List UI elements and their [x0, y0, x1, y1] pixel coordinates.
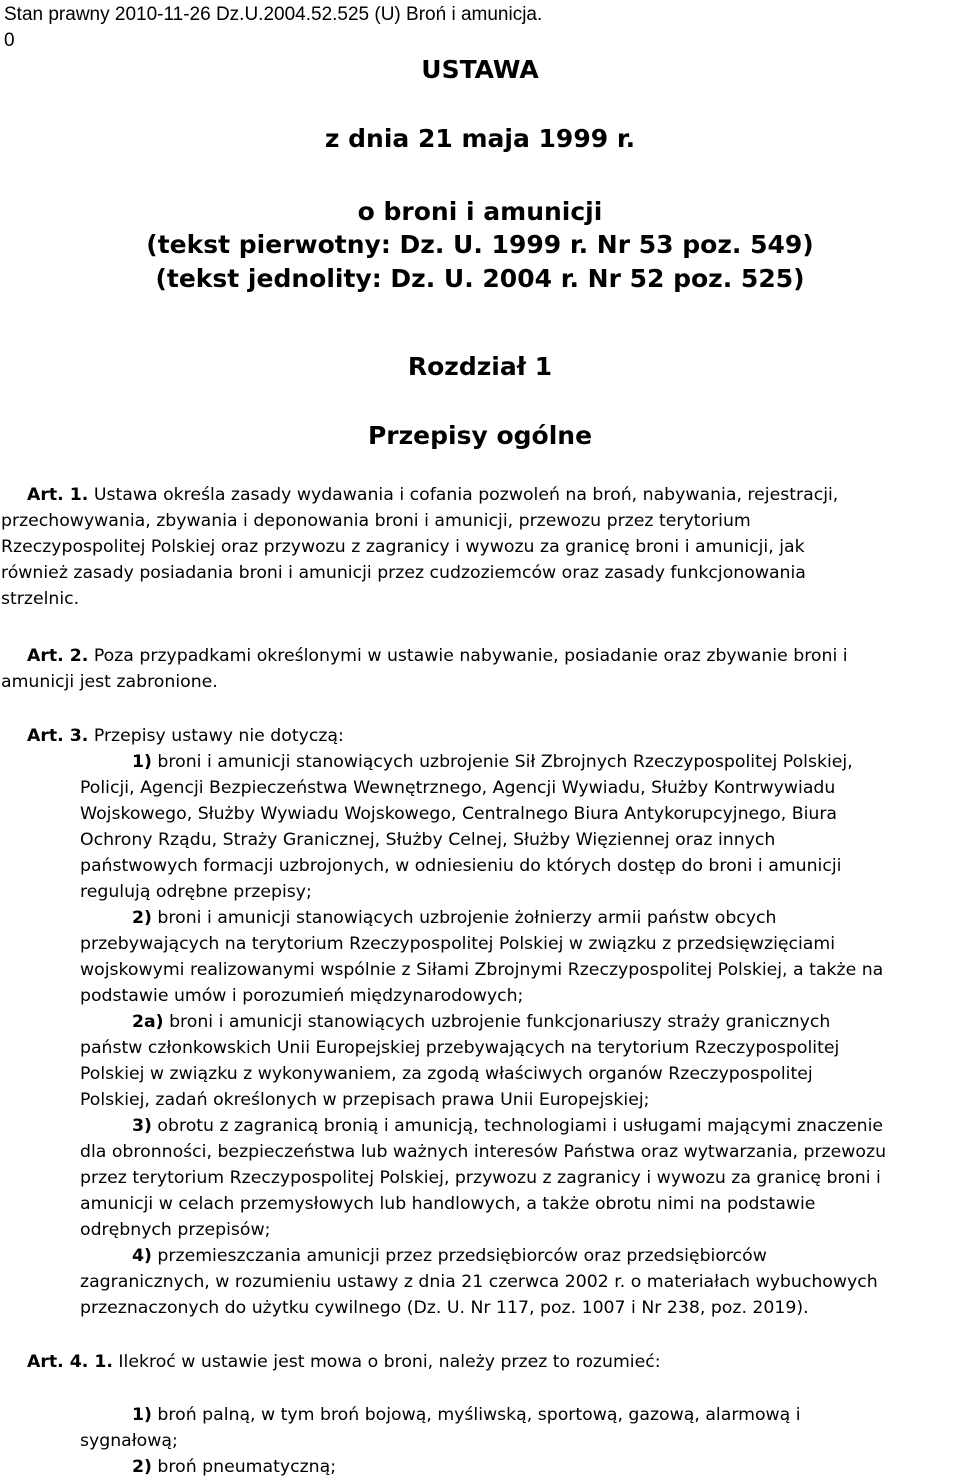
article-3-item-number: 2) — [132, 908, 152, 928]
article-1-text-line: Ustawa określa zasady wydawania i cofania pozwoleń na broń, nabywania, rejestracji, — [88, 485, 839, 505]
article-3-item-number: 2a) — [132, 1012, 164, 1032]
chapter-name: Przepisy ogólne — [367, 421, 593, 450]
article-1-text-line: Rzeczypospolitej Polskiej oraz przywozu z zagranicy i wywozu za granicę broni i amunicji, jak — [1, 537, 805, 557]
article-4-item-line: broń pneumatyczną; — [151, 1457, 337, 1477]
article-3-item-line: broni i amunicji stanowiących uzbrojenie żołnierzy armii państw obcych — [151, 908, 777, 928]
article-3-item-line: Polskiej w związku z wykonywaniem, za zgodą właściwych organów Rzeczypospolitej — [80, 1064, 813, 1084]
article-3-item-line: przemieszczania amunicji przez przedsiębiorców oraz przedsiębiorców — [151, 1246, 767, 1266]
article-3-item-line: Polskiej, zadań określonych w przepisach prawa Unii Europejskiej; — [80, 1090, 650, 1110]
article-3-item-line: państw członkowskich Unii Europejskiej przebywających na terytorium Rzeczypospolitej — [80, 1038, 840, 1058]
article-4-item-number: 2) — [132, 1457, 152, 1477]
article-3-item-number: 3) — [132, 1116, 152, 1136]
article-3-item-line: podstawie umów i porozumień międzynarodowych; — [80, 986, 524, 1006]
article-3-item-line: amunicji w celach przemysłowych lub handlowych, a także obrotu nimi na podstawie — [80, 1194, 816, 1214]
act-type-title: USTAWA — [421, 55, 539, 84]
article-3 — [0, 723, 960, 1321]
article-4-label: Art. 4. 1. — [27, 1352, 113, 1372]
article-1-label: Art. 1. — [27, 485, 89, 505]
article-3-item-line: broni i amunicji stanowiących uzbrojenie Sił Zbrojnych Rzeczypospolitej Polskiej, — [151, 752, 853, 772]
article-4 — [0, 1349, 960, 1375]
article-3-item-line: dla obronności, bezpieczeństwa lub ważnych interesów Państwa oraz wytwarzania, przewozu — [80, 1142, 887, 1162]
article-3-item-line: odrębnych przepisów; — [80, 1220, 271, 1240]
article-2-text-line: amunicji jest zabronione. — [1, 672, 218, 692]
article-2-label: Art. 2. — [27, 646, 89, 666]
article-3-item-line: zagranicznych, w rozumieniu ustawy z dnia 21 czerwca 2002 r. o materiałach wybuchowych — [80, 1272, 878, 1292]
legal-status-header — [4, 2, 542, 54]
article-3-item-line: przeznaczonych do użytku cywilnego (Dz. U. Nr 117, poz. 1007 i Nr 238, poz. 2019). — [80, 1298, 809, 1318]
article-1-text-line: również zasady posiadania broni i amunicji przez cudzoziemców oraz zasady funkcjonowania — [1, 563, 806, 583]
article-1-text-line: strzelnic. — [1, 589, 80, 609]
article-3-intro: Przepisy ustawy nie dotyczą: — [88, 726, 344, 746]
article-4-intro: Ilekroć w ustawie jest mowa o broni, należy przez to rozumieć: — [112, 1352, 661, 1372]
article-1 — [0, 482, 960, 612]
consolidated-text-reference: (tekst jednolity: Dz. U. 2004 r. Nr 52 poz. 525) — [155, 264, 805, 293]
legal-status-line: Stan prawny 2010-11-26 Dz.U.2004.52.525 (U) Broń i amunicja. — [4, 4, 543, 25]
article-4-item-number: 1) — [132, 1405, 152, 1425]
article-3-item-line: regulują odrębne przepisy; — [80, 882, 312, 902]
article-3-item-line: Policji, Agencji Bezpieczeństwa Wewnętrznego, Agencji Wywiadu, Służby Kontrwywiadu — [80, 778, 836, 798]
article-4-item-line: broń palną, w tym broń bojową, myśliwską, sportową, gazową, alarmową i — [151, 1405, 801, 1425]
chapter-number: Rozdział 1 — [407, 352, 553, 381]
article-3-item-number: 1) — [132, 752, 152, 772]
article-3-item-line: przebywających na terytorium Rzeczypospolitej Polskiej w związku z przedsięwzięciami — [80, 934, 836, 954]
article-3-item-line: Ochrony Rządu, Straży Granicznej, Służby Celnej, Służby Więziennej oraz innych — [80, 830, 776, 850]
article-3-item-line: obrotu z zagranicą bronią i amunicją, technologiami i usługami mającymi znaczenie — [151, 1116, 884, 1136]
page-marker: 0 — [4, 30, 15, 51]
article-3-item-line: przez terytorium Rzeczypospolitej Polskiej, przywozu z zagranicy i wywozu za granicę broni i — [80, 1168, 881, 1188]
article-4-item-line: sygnałową; — [80, 1431, 178, 1451]
article-3-label: Art. 3. — [27, 726, 89, 746]
article-2 — [0, 643, 960, 695]
article-3-item-line: broni i amunicji stanowiących uzbrojenie funkcjonariuszy straży granicznych — [163, 1012, 831, 1032]
act-date: z dnia 21 maja 1999 r. — [324, 124, 636, 153]
article-3-item-line: państwowych formacji uzbrojonych, w odniesieniu do których dostęp do broni i amunicji — [80, 856, 842, 876]
original-text-reference: (tekst pierwotny: Dz. U. 1999 r. Nr 53 poz. 549) — [146, 230, 814, 259]
article-3-item-number: 4) — [132, 1246, 152, 1266]
article-2-text-line: Poza przypadkami określonymi w ustawie nabywanie, posiadanie oraz zbywanie broni i — [88, 646, 848, 666]
article-1-text-line: przechowywania, zbywania i deponowania broni i amunicji, przewozu przez terytorium — [1, 511, 751, 531]
article-3-item-line: Wojskowego, Służby Wywiadu Wojskowego, Centralnego Biura Antykorupcyjnego, Biura — [80, 804, 838, 824]
article-3-item-line: wojskowymi realizowanymi wspólnie z Siłami Zbrojnymi Rzeczypospolitej Polskiej, a także na — [80, 960, 884, 980]
act-subject: o broni i amunicji — [357, 197, 603, 226]
article-4-items — [0, 1402, 960, 1480]
